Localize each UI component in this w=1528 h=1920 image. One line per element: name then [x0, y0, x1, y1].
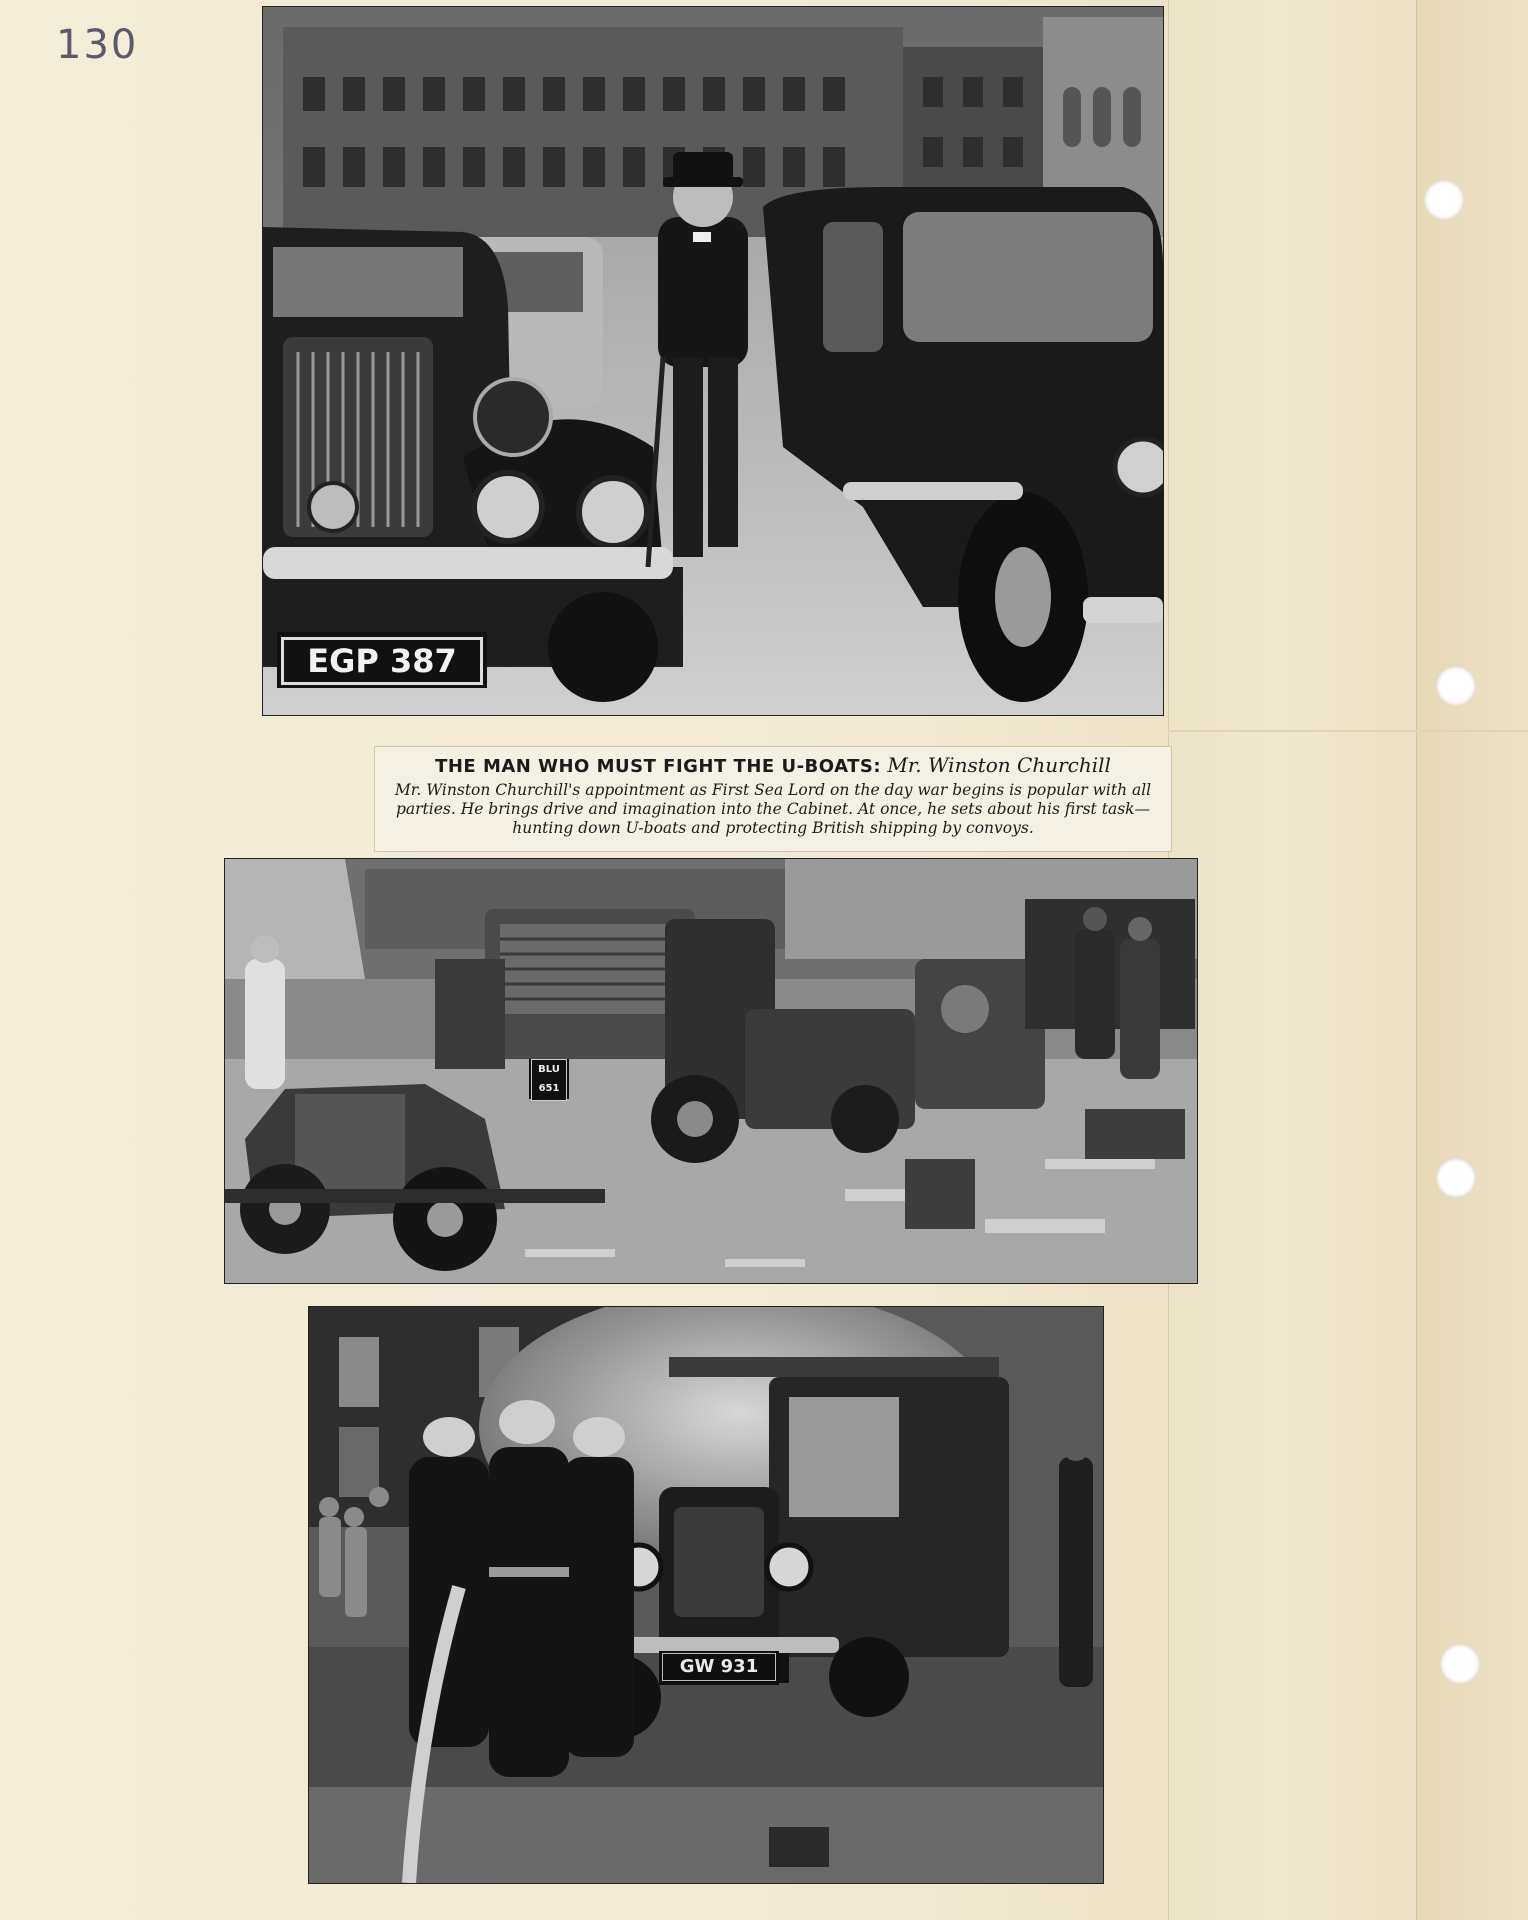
punch-hole-top [1424, 180, 1464, 220]
caption-name: Mr. Winston Churchill [887, 753, 1111, 777]
churchill-caption [374, 746, 1172, 852]
license-plate-egp-387: EGP 387 [281, 637, 483, 685]
caption-body-text: Mr. Winston Churchill's appointment as First Sea Lord on the day war begins is popular with all parties. He brings drive and imagination into the Cabinet. At once, he sets about his first task—hunting down U-boats and protecting British shipping by convoys. [394, 781, 1152, 837]
caption-kicker: THE MAN WHO MUST FIGHT THE U-BOATS: [435, 756, 882, 777]
firemen-photo [308, 1306, 1104, 1884]
handwritten-page-number: 130 [56, 22, 139, 68]
underlying-sheet-edge-outer [1416, 0, 1528, 1920]
churchill-photo [262, 6, 1164, 716]
plate-line-1: BLU [538, 1064, 560, 1075]
wreckage-photo [224, 858, 1198, 1284]
wreckage-photo-drawing [225, 859, 1197, 1283]
caption-headline [375, 753, 1171, 779]
punch-hole-upper-middle [1436, 666, 1476, 706]
punch-hole-bottom [1440, 1644, 1480, 1684]
license-plate-blu-651 [531, 1059, 567, 1101]
sheet-fold-line [1168, 730, 1528, 732]
plate-line-2: 651 [538, 1083, 560, 1094]
punch-hole-lower-middle [1436, 1158, 1476, 1198]
license-plate-gw-931: GW 931 [662, 1653, 776, 1681]
firemen-photo-drawing [309, 1307, 1103, 1883]
churchill-photo-drawing [263, 7, 1163, 715]
